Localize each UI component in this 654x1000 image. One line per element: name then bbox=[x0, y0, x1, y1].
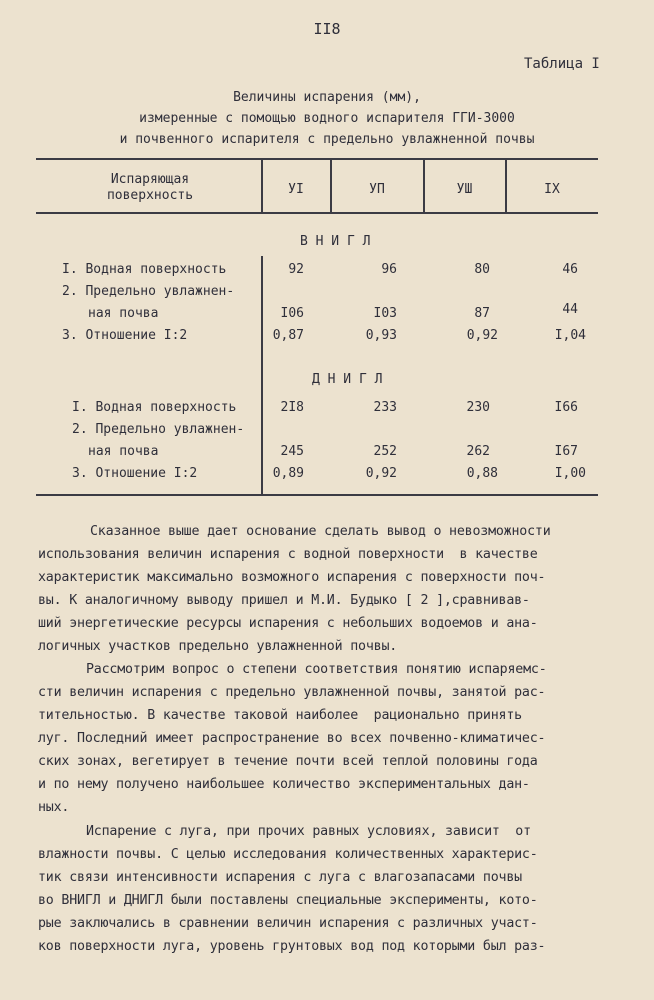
body-text-line: ских зонах, вегетирует в течение почти всей теплой половины года bbox=[38, 754, 538, 769]
table-title-line: Величины испарения (мм), bbox=[233, 90, 421, 105]
table-row-label: 2. Предельно увлажнен- bbox=[62, 284, 235, 299]
table-cell: 0,92 bbox=[466, 328, 498, 343]
header-month: УШ bbox=[456, 182, 473, 197]
table-cell: 0,93 bbox=[365, 328, 397, 343]
table-row-label: I. Водная поверхность bbox=[72, 400, 237, 415]
body-text-line: Рассмотрим вопрос о степени соответствия понятию испаряемс- bbox=[86, 662, 547, 677]
body-text-line: ков поверхности луга, уровень грунтовых вод под которыми был раз- bbox=[38, 939, 546, 954]
table-cell: 96 bbox=[381, 262, 397, 277]
table-cell: 0,87 bbox=[272, 328, 304, 343]
group-heading-dnigl: Д Н И Г Л bbox=[312, 372, 383, 387]
table-cell: 2I8 bbox=[280, 400, 304, 415]
body-text-line: и по нему получено наибольшее количество экспериментальных дан- bbox=[38, 777, 530, 792]
table-label: Таблица I bbox=[524, 56, 600, 72]
table-cell: I67 bbox=[554, 444, 578, 459]
table-cell: I,04 bbox=[554, 328, 586, 343]
body-text-line: вы. К аналогичному выводу пришел и М.И. Будыко [ 2 ],сравнивав- bbox=[38, 593, 530, 608]
body-text-line: использования величин испарения с водной поверхности в качестве bbox=[38, 547, 538, 562]
table-cell: 80 bbox=[474, 262, 490, 277]
table-title-line: и почвенного испарителя с предельно увлажненной почвы bbox=[119, 132, 535, 147]
header-month: IX bbox=[544, 182, 560, 197]
table-cell: 46 bbox=[562, 262, 578, 277]
table-cell: 92 bbox=[288, 262, 304, 277]
table-cell: 262 bbox=[466, 444, 490, 459]
body-text-line: ных. bbox=[38, 800, 70, 815]
table-row-label: ная почва bbox=[88, 306, 159, 321]
group-heading-vnigl: В Н И Г Л bbox=[300, 234, 371, 249]
table-top-rule bbox=[36, 158, 598, 160]
table-cell: 87 bbox=[474, 306, 490, 321]
table-cell: 252 bbox=[373, 444, 397, 459]
body-text-line: ший энергетические ресурсы испарения с небольших водоемов и ана- bbox=[38, 616, 538, 631]
table-cell: 0,88 bbox=[466, 466, 498, 481]
table-cell: 230 bbox=[466, 400, 490, 415]
body-text-line: рые заключались в сравнении величин испарения с различных участ- bbox=[38, 916, 538, 931]
body-text-line: Сказанное выше дает основание сделать вывод о невозможности bbox=[90, 524, 551, 539]
table-cell: I06 bbox=[280, 306, 304, 321]
table-cell: I03 bbox=[373, 306, 397, 321]
table-cell: I,00 bbox=[554, 466, 586, 481]
body-text-line: тик связи интенсивности испарения с луга с влагозапасами почвы bbox=[38, 870, 522, 885]
table-row-label: 3. Отношение I:2 bbox=[72, 466, 198, 481]
header-month: УП bbox=[369, 182, 385, 197]
body-text-line: характеристик максимально возможного испарения с поверхности поч- bbox=[38, 570, 546, 585]
table-cell: 44 bbox=[562, 302, 578, 317]
body-text-line: влажности почвы. С целью исследования количественных характерис- bbox=[38, 847, 538, 862]
table-header-rule bbox=[36, 212, 598, 214]
body-text-line: Испарение с луга, при прочих равных условиях, зависит от bbox=[86, 824, 531, 839]
header-surface: поверхность bbox=[106, 188, 194, 203]
table-row-label: 3. Отношение I:2 bbox=[62, 328, 188, 343]
table-cell: I66 bbox=[554, 400, 578, 415]
header-surface: Испаряющая bbox=[110, 172, 190, 187]
body-text-line: сти величин испарения с предельно увлажненной почвы, занятой рас- bbox=[38, 685, 546, 700]
page-number: II8 bbox=[313, 20, 341, 38]
table-cell: 245 bbox=[280, 444, 304, 459]
table-cell: 0,89 bbox=[272, 466, 304, 481]
body-text-line: луг. Последний имеет распространение во всех почвенно-климатичес- bbox=[38, 731, 546, 746]
table-title-line: измеренные с помощью водного испарителя ГГИ-3000 bbox=[139, 111, 515, 126]
table-cell: 0,92 bbox=[365, 466, 397, 481]
body-text-line: тительностью. В качестве таковой наиболее рационально принять bbox=[38, 708, 522, 723]
table-row-label: I. Водная поверхность bbox=[62, 262, 227, 277]
body-text-line: во ВНИГЛ и ДНИГЛ были поставлены специальные эксперименты, кото- bbox=[38, 893, 538, 908]
header-month: УI bbox=[288, 182, 304, 197]
body-text-line: логичных участков предельно увлажненной почвы. bbox=[38, 639, 398, 654]
table-cell: 233 bbox=[373, 400, 397, 415]
table-row-label: 2. Предельно увлажнен- bbox=[72, 422, 245, 437]
table-bottom-rule bbox=[36, 494, 598, 496]
table-row-label: ная почва bbox=[88, 444, 159, 459]
